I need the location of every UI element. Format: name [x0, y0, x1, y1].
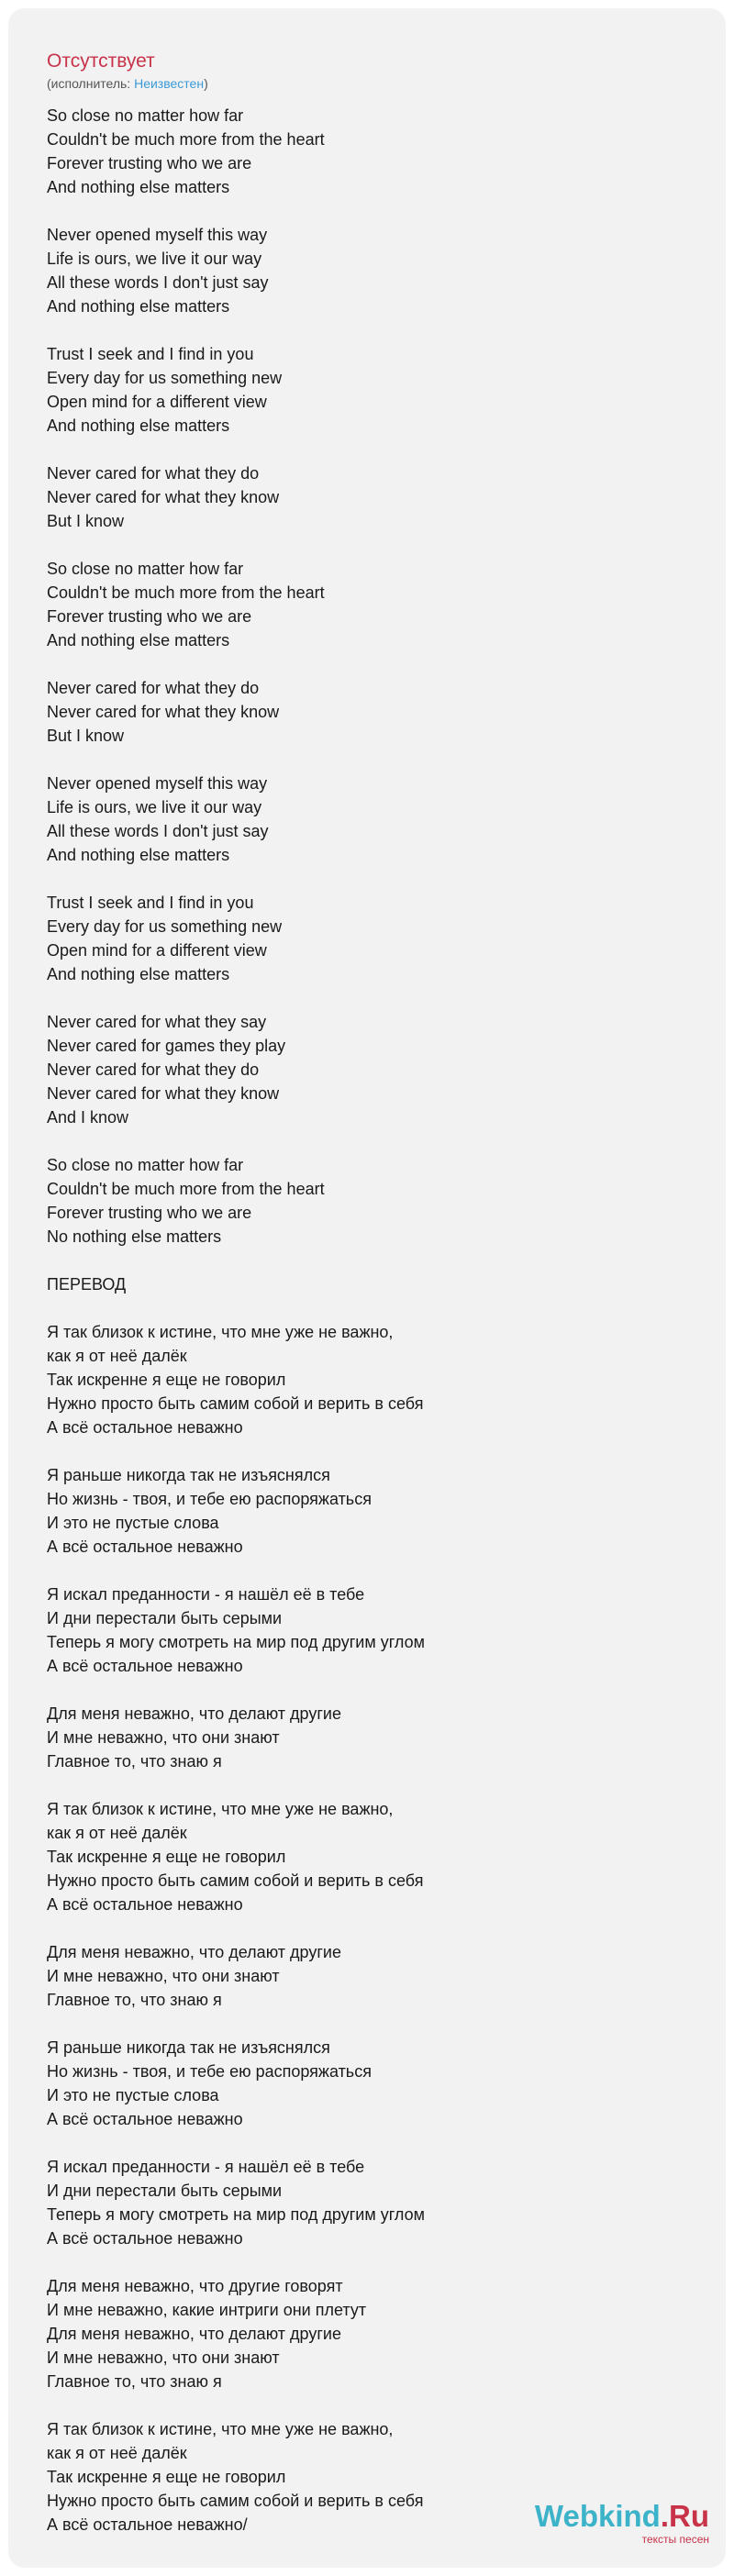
lyric-line: И дни перестали быть серыми	[47, 2182, 283, 2200]
stanza	[47, 104, 707, 199]
lyric-line: Я искал преданности - я нашёл её в тебе	[47, 1585, 365, 1604]
song-title: Отсутствует	[47, 50, 155, 72]
webkind-logo[interactable]	[517, 2498, 709, 2549]
lyric-line: И мне неважно, какие интриги они плетут	[47, 2301, 367, 2319]
lyric-line: Never cared for what they know	[47, 703, 280, 721]
lyric-line: Нужно просто быть самим собой и верить в себя	[47, 1871, 424, 1890]
lyric-line: Open mind for a different view	[47, 393, 267, 411]
lyric-line: Теперь я могу смотреть на мир под другим углом	[47, 1633, 425, 1651]
lyric-line: И это не пустые слова	[47, 2086, 219, 2104]
lyric-line: All these words I don't just say	[47, 273, 269, 292]
lyric-line: Для меня неважно, что другие говорят	[47, 2277, 343, 2295]
lyric-line: Never cared for what they know	[47, 488, 280, 506]
original-lyrics	[47, 104, 707, 1249]
lyric-line: Нужно просто быть самим собой и верить в себя	[47, 1394, 424, 1413]
stanza	[47, 461, 707, 533]
stanza	[47, 1153, 707, 1249]
lyric-line: Я искал преданности - я нашёл её в тебе	[47, 2158, 365, 2176]
lyric-line: Для меня неважно, что делают другие	[47, 1704, 341, 1723]
lyric-line: No nothing else matters	[47, 1227, 222, 1246]
lyric-line: Forever trusting who we are	[47, 154, 252, 172]
lyric-line: Но жизнь - твоя, и тебе ею распоряжаться	[47, 2062, 372, 2081]
lyric-line: Open mind for a different view	[47, 941, 267, 960]
lyric-line: как я от неё далёк	[47, 1824, 187, 1842]
lyric-line: как я от неё далёк	[47, 1347, 187, 1365]
lyric-line: Я так близок к истине, что мне уже не важно,	[47, 1323, 394, 1341]
lyric-line: А всё остальное неважно	[47, 1895, 243, 1914]
artist-link[interactable]: Неизвестен	[134, 76, 205, 91]
lyric-line: Forever trusting who we are	[47, 607, 252, 626]
lyric-line: И мне неважно, что они знают	[47, 1967, 280, 1985]
lyric-line: Главное то, что знаю я	[47, 1991, 222, 2009]
logo-tagline: тексты песен	[641, 2533, 709, 2546]
lyric-line: Couldn't be much more from the heart	[47, 130, 325, 149]
lyric-line: But I know	[47, 512, 125, 530]
lyric-line: But I know	[47, 727, 125, 745]
lyric-line: All these words I don't just say	[47, 822, 269, 840]
lyric-line: Never cared for what they do	[47, 464, 260, 483]
lyric-line: So close no matter how far	[47, 106, 244, 125]
lyric-line: And I know	[47, 1108, 129, 1127]
lyric-line: Для меня неважно, что делают другие	[47, 2325, 341, 2343]
lyric-line: Life is ours, we live it our way	[47, 250, 262, 268]
translated-lyrics	[47, 1320, 707, 2537]
lyric-line: Every day for us something new	[47, 369, 283, 387]
lyric-line: And nothing else matters	[47, 416, 230, 435]
lyric-line: Но жизнь - твоя, и тебе ею распоряжаться	[47, 1490, 372, 1508]
stanza	[47, 1702, 707, 1773]
stanza	[47, 2155, 707, 2250]
lyric-line: And nothing else matters	[47, 631, 230, 650]
lyric-line: Trust I seek and I find in you	[47, 894, 254, 912]
lyric-line: Every day for us something new	[47, 917, 283, 936]
lyric-line: Я раньше никогда так не изъяснялся	[47, 2038, 330, 2057]
artist-prefix: (исполнитель:	[47, 76, 135, 91]
lyric-line: Forever trusting who we are	[47, 1204, 252, 1222]
lyric-line: And nothing else matters	[47, 297, 230, 316]
lyric-line: Я так близок к истине, что мне уже не важно,	[47, 2420, 394, 2438]
lyric-line: And nothing else matters	[47, 178, 230, 196]
lyric-line: And nothing else matters	[47, 846, 230, 864]
lyric-line: И мне неважно, что они знают	[47, 2348, 280, 2367]
lyric-line: Главное то, что знаю я	[47, 2372, 222, 2391]
lyric-line: А всё остальное неважно	[47, 1538, 243, 1556]
lyric-line: Never cared for games they play	[47, 1037, 286, 1055]
logo-brand-tld: .Ru	[660, 2499, 709, 2533]
stanza	[47, 676, 707, 748]
lyrics-body	[47, 104, 707, 2560]
lyric-line: Так искренне я еще не говорил	[47, 2468, 286, 2486]
lyric-line: Never opened myself this way	[47, 226, 268, 244]
stanza	[47, 1940, 707, 2012]
lyric-line: Trust I seek and I find in you	[47, 345, 254, 363]
lyric-line: So close no matter how far	[47, 1156, 244, 1174]
lyric-line: Я так близок к истине, что мне уже не важно,	[47, 1800, 394, 1818]
stanza	[47, 772, 707, 867]
stanza	[47, 2036, 707, 2131]
lyric-line: Couldn't be much more from the heart	[47, 1180, 325, 1198]
lyric-line: Couldn't be much more from the heart	[47, 583, 325, 602]
stanza	[47, 2274, 707, 2393]
lyric-line: Never cared for what they say	[47, 1013, 267, 1031]
lyric-line: Я раньше никогда так не изъяснялся	[47, 1466, 330, 1484]
lyric-line: И мне неважно, что они знают	[47, 1728, 280, 1747]
translation-heading: ПЕРЕВОД	[47, 1275, 127, 1294]
lyric-line: А всё остальное неважно	[47, 1657, 243, 1675]
lyric-line: Never cared for what they do	[47, 1060, 260, 1079]
lyric-line: Так искренне я еще не говорил	[47, 1371, 286, 1389]
stanza	[47, 557, 707, 652]
stanza	[47, 1582, 707, 1678]
logo-wordmark	[535, 2498, 709, 2535]
artist-suffix: )	[204, 76, 208, 91]
lyric-line: А всё остальное неважно	[47, 2229, 243, 2248]
lyric-line: А всё остальное неважно/	[47, 2515, 248, 2534]
lyric-line: И это не пустые слова	[47, 1514, 219, 1532]
lyric-line: Главное то, что знаю я	[47, 1752, 222, 1771]
stanza	[47, 1797, 707, 1916]
lyric-line: Never cared for what they know	[47, 1084, 280, 1103]
lyric-line: как я от неё далёк	[47, 2444, 187, 2462]
artist-line	[47, 75, 208, 92]
stanza	[47, 1320, 707, 1439]
lyric-line: So close no matter how far	[47, 560, 244, 578]
lyric-line: Нужно просто быть самим собой и верить в себя	[47, 2492, 424, 2510]
lyric-line: Life is ours, we live it our way	[47, 798, 262, 816]
lyric-line: А всё остальное неважно	[47, 1418, 243, 1437]
stanza	[47, 342, 707, 438]
lyric-line: Never cared for what they do	[47, 679, 260, 697]
lyrics-card	[8, 8, 726, 2568]
lyric-line: И дни перестали быть серыми	[47, 1609, 283, 1627]
stanza	[47, 1463, 707, 1559]
lyric-line: Так искренне я еще не говорил	[47, 1848, 286, 1866]
lyric-line: Never opened myself this way	[47, 774, 268, 793]
stanza	[47, 1010, 707, 1129]
logo-brand-main: Webkind	[534, 2499, 661, 2533]
stanza	[47, 223, 707, 318]
lyric-line: Для меня неважно, что делают другие	[47, 1943, 341, 1961]
stanza	[47, 891, 707, 986]
lyric-line: А всё остальное неважно	[47, 2110, 243, 2128]
lyric-line: Теперь я могу смотреть на мир под другим углом	[47, 2205, 425, 2224]
lyric-line: And nothing else matters	[47, 965, 230, 983]
